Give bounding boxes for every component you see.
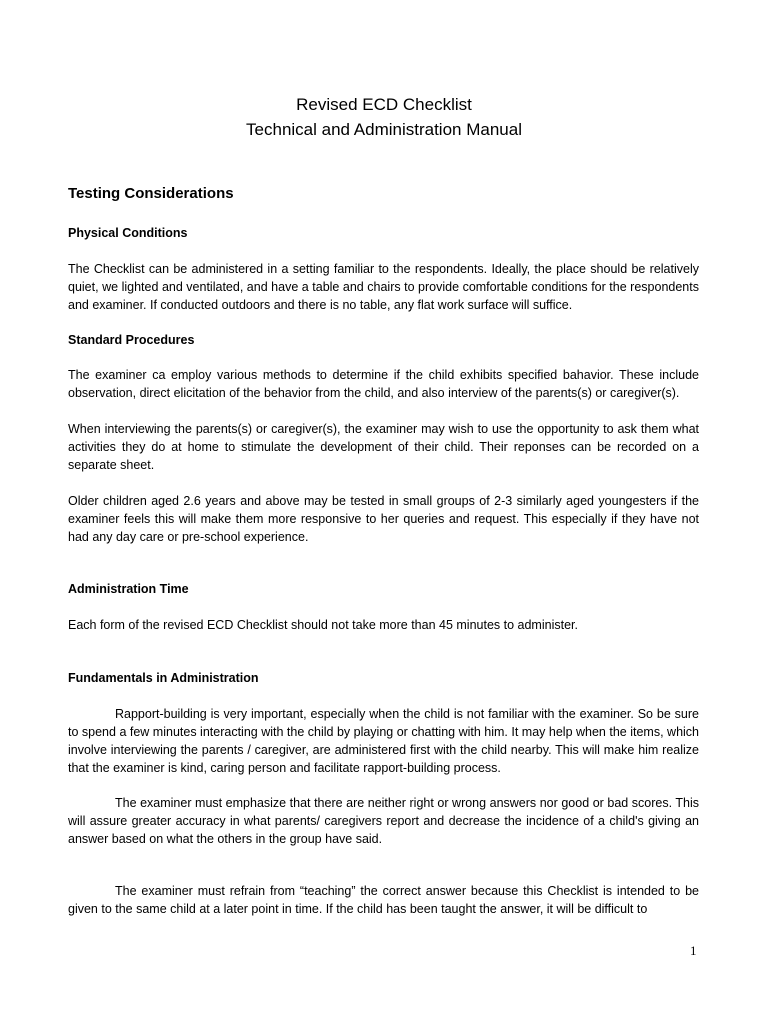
subheading-standard-procedures: Standard Procedures — [68, 333, 195, 347]
document-subtitle: Technical and Administration Manual — [246, 120, 522, 139]
subheading-physical-conditions: Physical Conditions — [68, 226, 188, 240]
section-heading-testing-considerations: Testing Considerations — [68, 185, 234, 202]
paragraph-physical-conditions: The Checklist can be administered in a setting familiar to the respondents. Ideally, the place should be relatively quiet, we lighted and ventilated, and have a table and chairs to provide comfortable conditions for the respondents and examiner. If conducted outdoors and there is no table, any flat work surface will suffice. — [68, 262, 699, 312]
paragraph-administration-time: Each form of the revised ECD Checklist should not take more than 45 minutes to administer. — [68, 618, 578, 632]
page-number: 1 — [690, 943, 697, 958]
paragraph-fundamentals-1: Rapport-building is very important, especially when the child is not familiar with the examiner. So be sure to spend a few minutes interacting with the child by playing or chatting with him. It may help when the items, which involve interviewing the parents / caregiver, are administered first with the child nearby. This will make him realize that the examiner is kind, caring person and facilitate rapport-building process. — [68, 707, 699, 775]
subheading-fundamentals-in-administration: Fundamentals in Administration — [68, 671, 259, 685]
document-title: Revised ECD Checklist — [296, 95, 472, 114]
paragraph-standard-procedures-2: When interviewing the parents(s) or caregiver(s), the examiner may wish to use the opportunity to ask them what activities they do at home to stimulate the development of their child. Their reponses can be recorded on a separate sheet. — [68, 422, 699, 472]
paragraph-standard-procedures-3: Older children aged 2.6 years and above may be tested in small groups of 2-3 similarly aged youngesters if the examiner feels this will make them more responsive to her queries and request. This especially if they have not had any day care or pre-school experience. — [68, 494, 699, 544]
paragraph-fundamentals-2: The examiner must emphasize that there are neither right or wrong answers nor good or bad scores. This will assure greater accuracy in what parents/ caregivers report and decrease the incidence of a child's giving an answer based on what the others in the group have said. — [68, 796, 699, 846]
subheading-administration-time: Administration Time — [68, 582, 189, 596]
paragraph-standard-procedures-1: The examiner ca employ various methods to determine if the child exhibits specified bahavior. These include observation, direct elicitation of the behavior from the child, and also interview of the parents(s) or caregiver(s). — [68, 368, 699, 400]
paragraph-fundamentals-3: The examiner must refrain from “teaching” the correct answer because this Checklist is intended to be given to the same child at a later point in time. If the child has been taught the answer, it will be difficult to — [68, 884, 699, 916]
